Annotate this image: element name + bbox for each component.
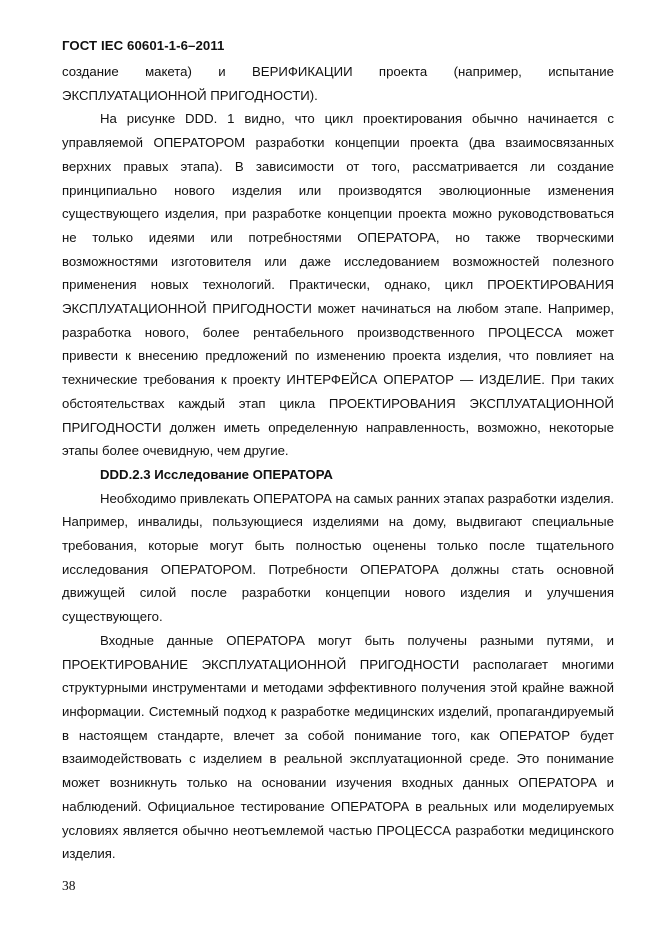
section-heading: DDD.2.3 Исследование ОПЕРАТОРА <box>100 466 333 482</box>
paragraph-continuation: создание макета) и ВЕРИФИКАЦИИ проекта (например, испытание ЭКСПЛУАТАЦИОННОЙ ПРИГОДНОСТИ). <box>62 64 614 103</box>
document-body <box>62 60 614 866</box>
document-header: ГОСТ IEC 60601-1-6–2011 <box>62 38 225 53</box>
page-number: 38 <box>62 878 76 893</box>
paragraph-design-cycle: На рисунке DDD. 1 видно, что цикл проектирования обычно начинается с управляемой ОПЕРАТОРОМ разработки концепции проекта (два взаимосвязанных верхних правых этапа). В зависимости от того, рассматривается ли создание принципиально нового изделия или производятся эволюционные изменения существующего изделия, при разработке концепции проекта можно руководствоваться не только идеями или потребностями ОПЕРАТОРА, но также творческими возможностями изготовителя или даже исследованием возможностей полезного применения новых технологий. Практически, однако, цикл ПРОЕКТИРОВАНИЯ ЭКСПЛУАТАЦИОННОЙ ПРИГОДНОСТИ может начинаться на любом этапе. Например, разработка нового, более рентабельного производственного ПРОЦЕССА может привести к внесению предложений по изменению проекта изделия, что повлияет на технические требования к проекту ИНТЕРФЕЙСА ОПЕРАТОР — ИЗДЕЛИЕ. При таких обстоятельствах каждый этап цикла ПРОЕКТИРОВАНИЯ ЭКСПЛУАТАЦИОННОЙ ПРИГОДНОСТИ должен иметь определенную направленность, возможно, некоторые этапы более очевидную, чем другие. <box>62 111 614 459</box>
paragraph-operator-research: Необходимо привлекать ОПЕРАТОРА на самых ранних этапах разработки изделия. Например, инвалиды, пользующиеся изделиями на дому, выдвигают специальные требования, которые могут быть полностью оценены только после тщательного исследования ОПЕРАТОРОМ. Потребности ОПЕРАТОРА должны стать основной движущей силой после разработки концепции нового изделия и улучшения существующего. <box>62 490 614 625</box>
paragraph-operator-input: Входные данные ОПЕРАТОРА могут быть получены разными путями, и ПРОЕКТИРОВАНИЕ ЭКСПЛУАТАЦИОННОЙ ПРИГОДНОСТИ располагает многими структурными инструментами и методами эффективного получения этой крайне важной информации. Системный подход к разработке медицинских изделий, пропагандируемый в настоящем стандарте, влечет за собой понимание того, как ОПЕРАТОР будет взаимодействовать с изделием в реальной эксплуатационной среде. Это понимание может возникнуть только на основании изучения входных данных ОПЕРАТОРА и наблюдений. Официальное тестирование ОПЕРАТОРА в реальных или моделируемых условиях является обычно неотъемлемой частью ПРОЦЕССА разработки медицинского изделия. <box>62 632 614 862</box>
